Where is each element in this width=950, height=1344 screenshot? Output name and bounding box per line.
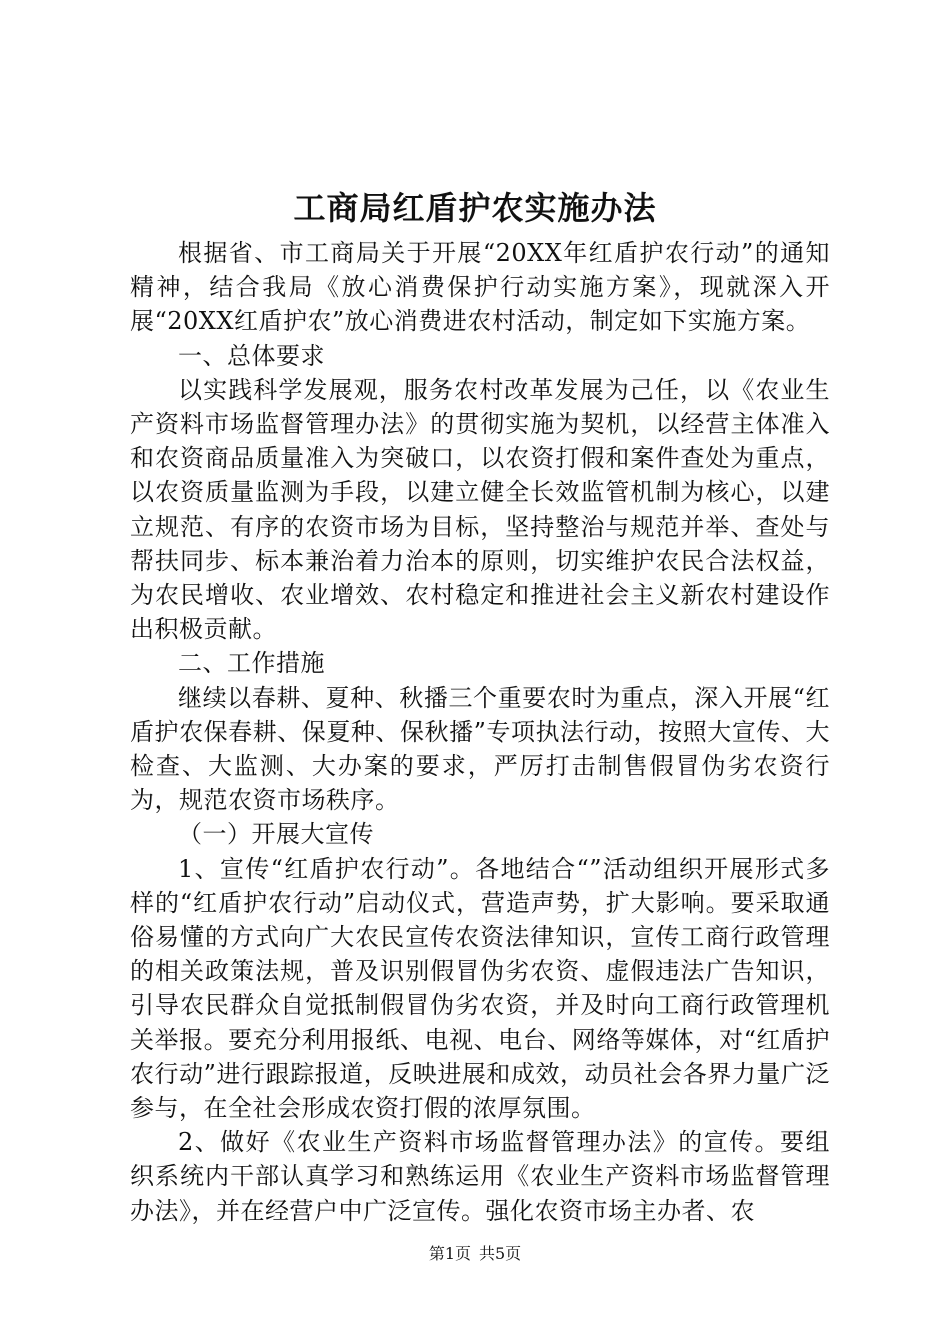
- intro-paragraph: 根据省、市工商局关于开展“20XX年红盾护农行动”的通知精神，结合我局《放心消费保护行动实施方案》，现就深入开展“20XX红盾护农”放心消费进农村活动，制定如下实施方案。: [130, 239, 830, 336]
- document-body: [130, 236, 830, 1228]
- publicity-item-2-paragraph: 2、做好《农业生产资料市场监督管理办法》的宣传。要组织系统内干部认真学习和熟练运用《农业生产资料市场监督管理办法》，并在经营户中广泛宣传。强化农资市场主办者、农: [130, 1128, 830, 1225]
- publicity-item-1-paragraph: 1、宣传“红盾护农行动”。各地结合“”活动组织开展形式多样的“红盾护农行动”启动仪式，营造声势，扩大影响。要采取通俗易懂的方式向广大农民宣传农资法律知识，宣传工商行政管理的相关政策法规，普及识别假冒伪劣农资、虚假违法广告知识，引导农民群众自觉抵制假冒伪劣农资，并及时向工商行政管理机关举报。要充分利用报纸、电视、电台、网络等媒体，对“红盾护农行动”进行跟踪报道，反映进展和成效，动员社会各界力量广泛参与，在全社会形成农资打假的浓厚氛围。: [130, 854, 830, 1123]
- subsection-heading-publicity: （一）开展大宣传: [178, 820, 374, 849]
- page-total: 共5页: [479, 1244, 522, 1263]
- page-number: 第1页: [428, 1244, 471, 1263]
- work-measures-paragraph: 继续以春耕、夏种、秋播三个重要农时为重点，深入开展“红盾护农保春耕、保夏种、保秋播”专项执法行动，按照大宣传、大检查、大监测、大办案的要求，严厉打击制售假冒伪劣农资行为，规范农资市场秩序。: [130, 683, 830, 815]
- general-requirements-paragraph: 以实践科学发展观，服务农村改革发展为己任，以《农业生产资料市场监督管理办法》的贯彻实施为契机，以经营主体准入和农资商品质量准入为突破口，以农资打假和案件查处为重点，以农资质量监测为手段，以建立健全长效监管机制为核心，以建立规范、有序的农资市场为目标，坚持整治与规范并举、查处与帮扶同步、标本兼治着力治本的原则，切实维护农民合法权益，为农民增收、农业增效、农村稳定和推进社会主义新农村建设作出积极贡献。: [130, 375, 830, 644]
- document-title: 工商局红盾护农实施办法: [293, 189, 657, 227]
- page-footer: [0, 1243, 950, 1265]
- section-heading-work-measures: 二、工作措施: [178, 649, 325, 678]
- section-heading-general-requirements: 一、总体要求: [178, 341, 325, 370]
